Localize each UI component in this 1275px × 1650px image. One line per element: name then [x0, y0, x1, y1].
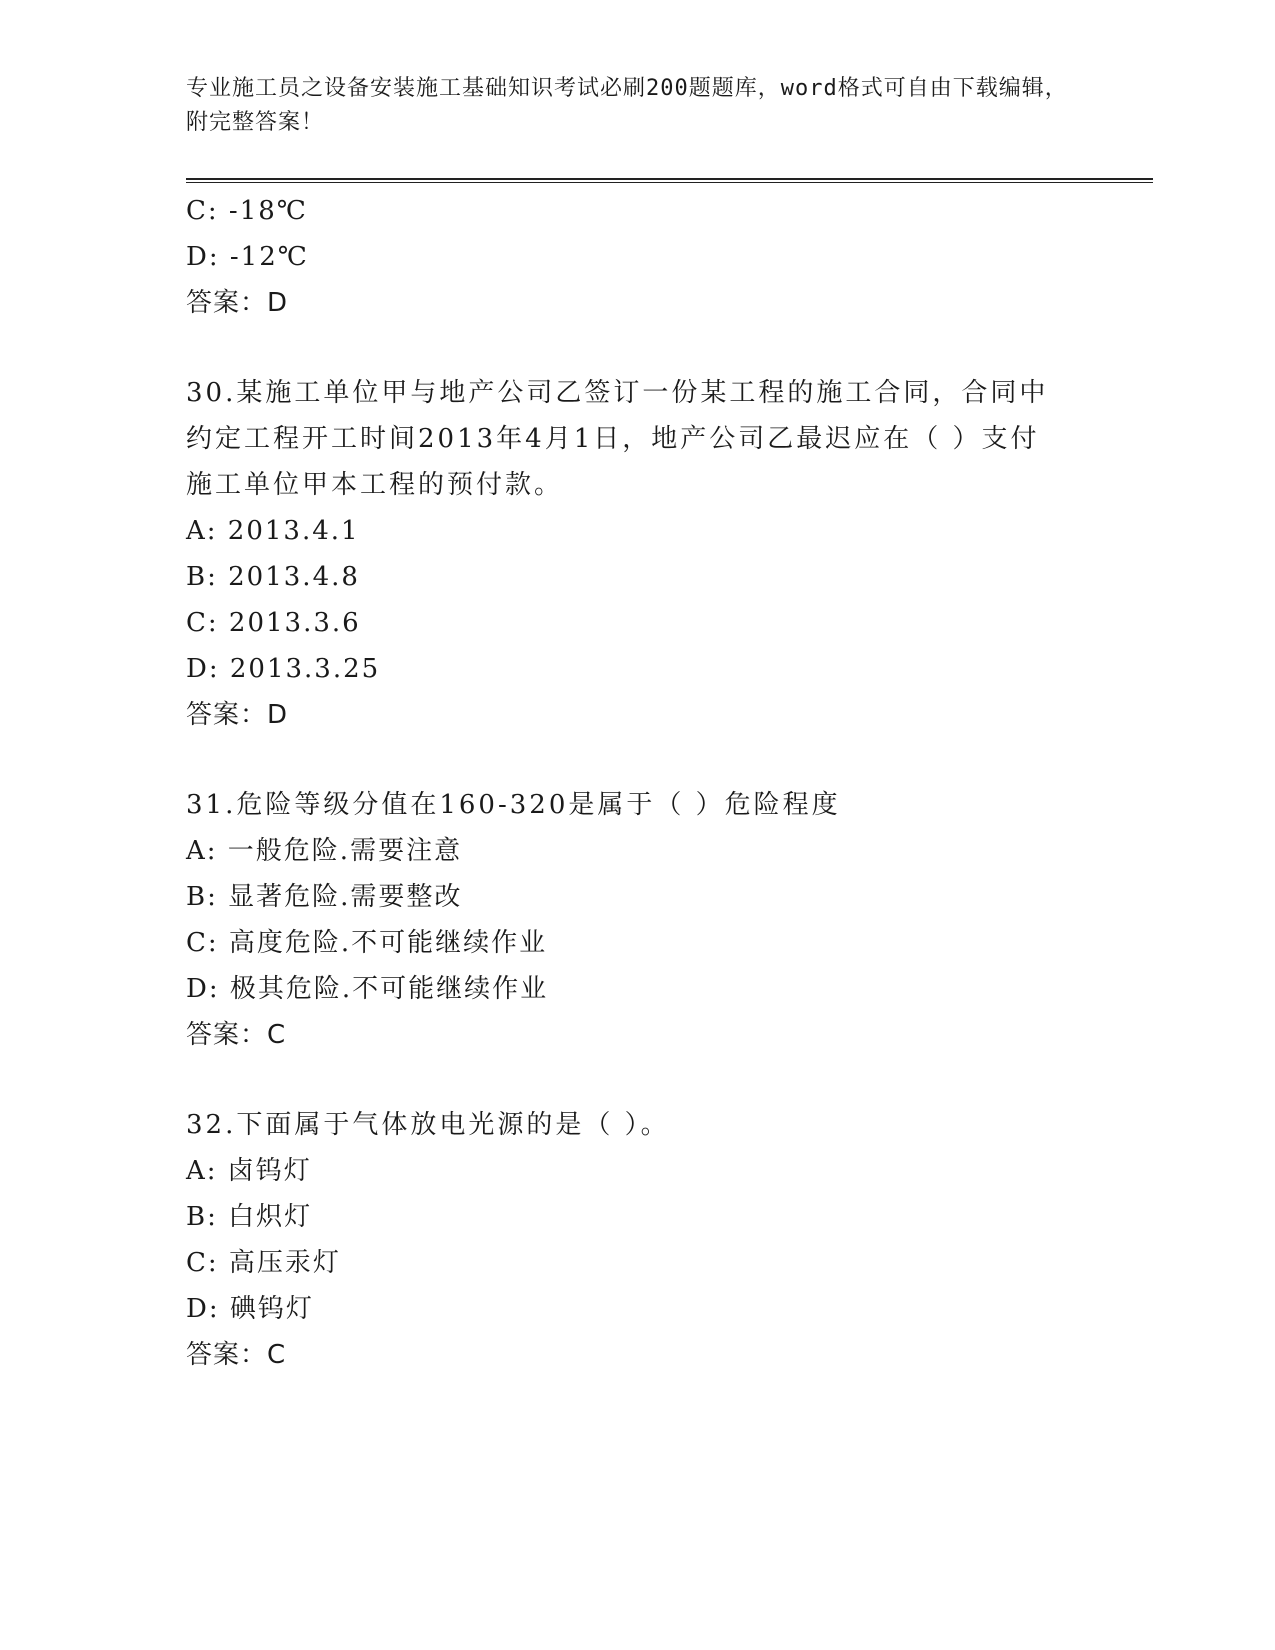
option-c: C: 高压汞灯 — [186, 1248, 341, 1278]
option-a: A: 卤钨灯 — [186, 1156, 312, 1186]
option-c: C: -18℃ — [186, 196, 308, 226]
question-stem: 31.危险等级分值在160-320是属于（ ）危险程度 — [186, 790, 841, 820]
answer: 答案：C — [186, 1020, 287, 1050]
document-header: 专业施工员之设备安装施工基础知识考试必刷200题题库，word格式可自由下载编辑，附完整答案！ — [186, 76, 1068, 135]
question-31 — [186, 782, 1086, 1058]
option-c: C: 2013.3.6 — [186, 608, 361, 638]
question-30 — [186, 370, 1086, 738]
option-c: C: 高度危险.不可能继续作业 — [186, 928, 548, 958]
option-b: B: 显著危险.需要整改 — [186, 882, 463, 912]
question-32 — [186, 1102, 1086, 1378]
header-rule-thin — [186, 182, 1153, 183]
option-d: D: 2013.3.25 — [186, 654, 381, 684]
answer: 答案：D — [186, 288, 289, 318]
option-d: D: -12℃ — [186, 242, 309, 272]
option-a: A: 一般危险.需要注意 — [186, 836, 463, 866]
answer: 答案：C — [186, 1340, 287, 1370]
option-d: D: 碘钨灯 — [186, 1294, 314, 1324]
question-list — [186, 188, 1086, 1378]
option-d: D: 极其危险.不可能继续作业 — [186, 974, 549, 1004]
question-stem: 30.某施工单位甲与地产公司乙签订一份某工程的施工合同，合同中约定工程开工时间2013年4月1日，地产公司乙最迟应在（ ）支付施工单位甲本工程的预付款。 — [186, 378, 1049, 500]
option-b: B: 白炽灯 — [186, 1202, 313, 1232]
question-stem: 32.下面属于气体放电光源的是（ ）。 — [186, 1110, 670, 1140]
option-b: B: 2013.4.8 — [186, 562, 360, 592]
header-rule — [186, 178, 1153, 180]
question-29-tail — [186, 188, 1086, 326]
answer: 答案：D — [186, 700, 289, 730]
option-a: A: 2013.4.1 — [186, 516, 360, 546]
